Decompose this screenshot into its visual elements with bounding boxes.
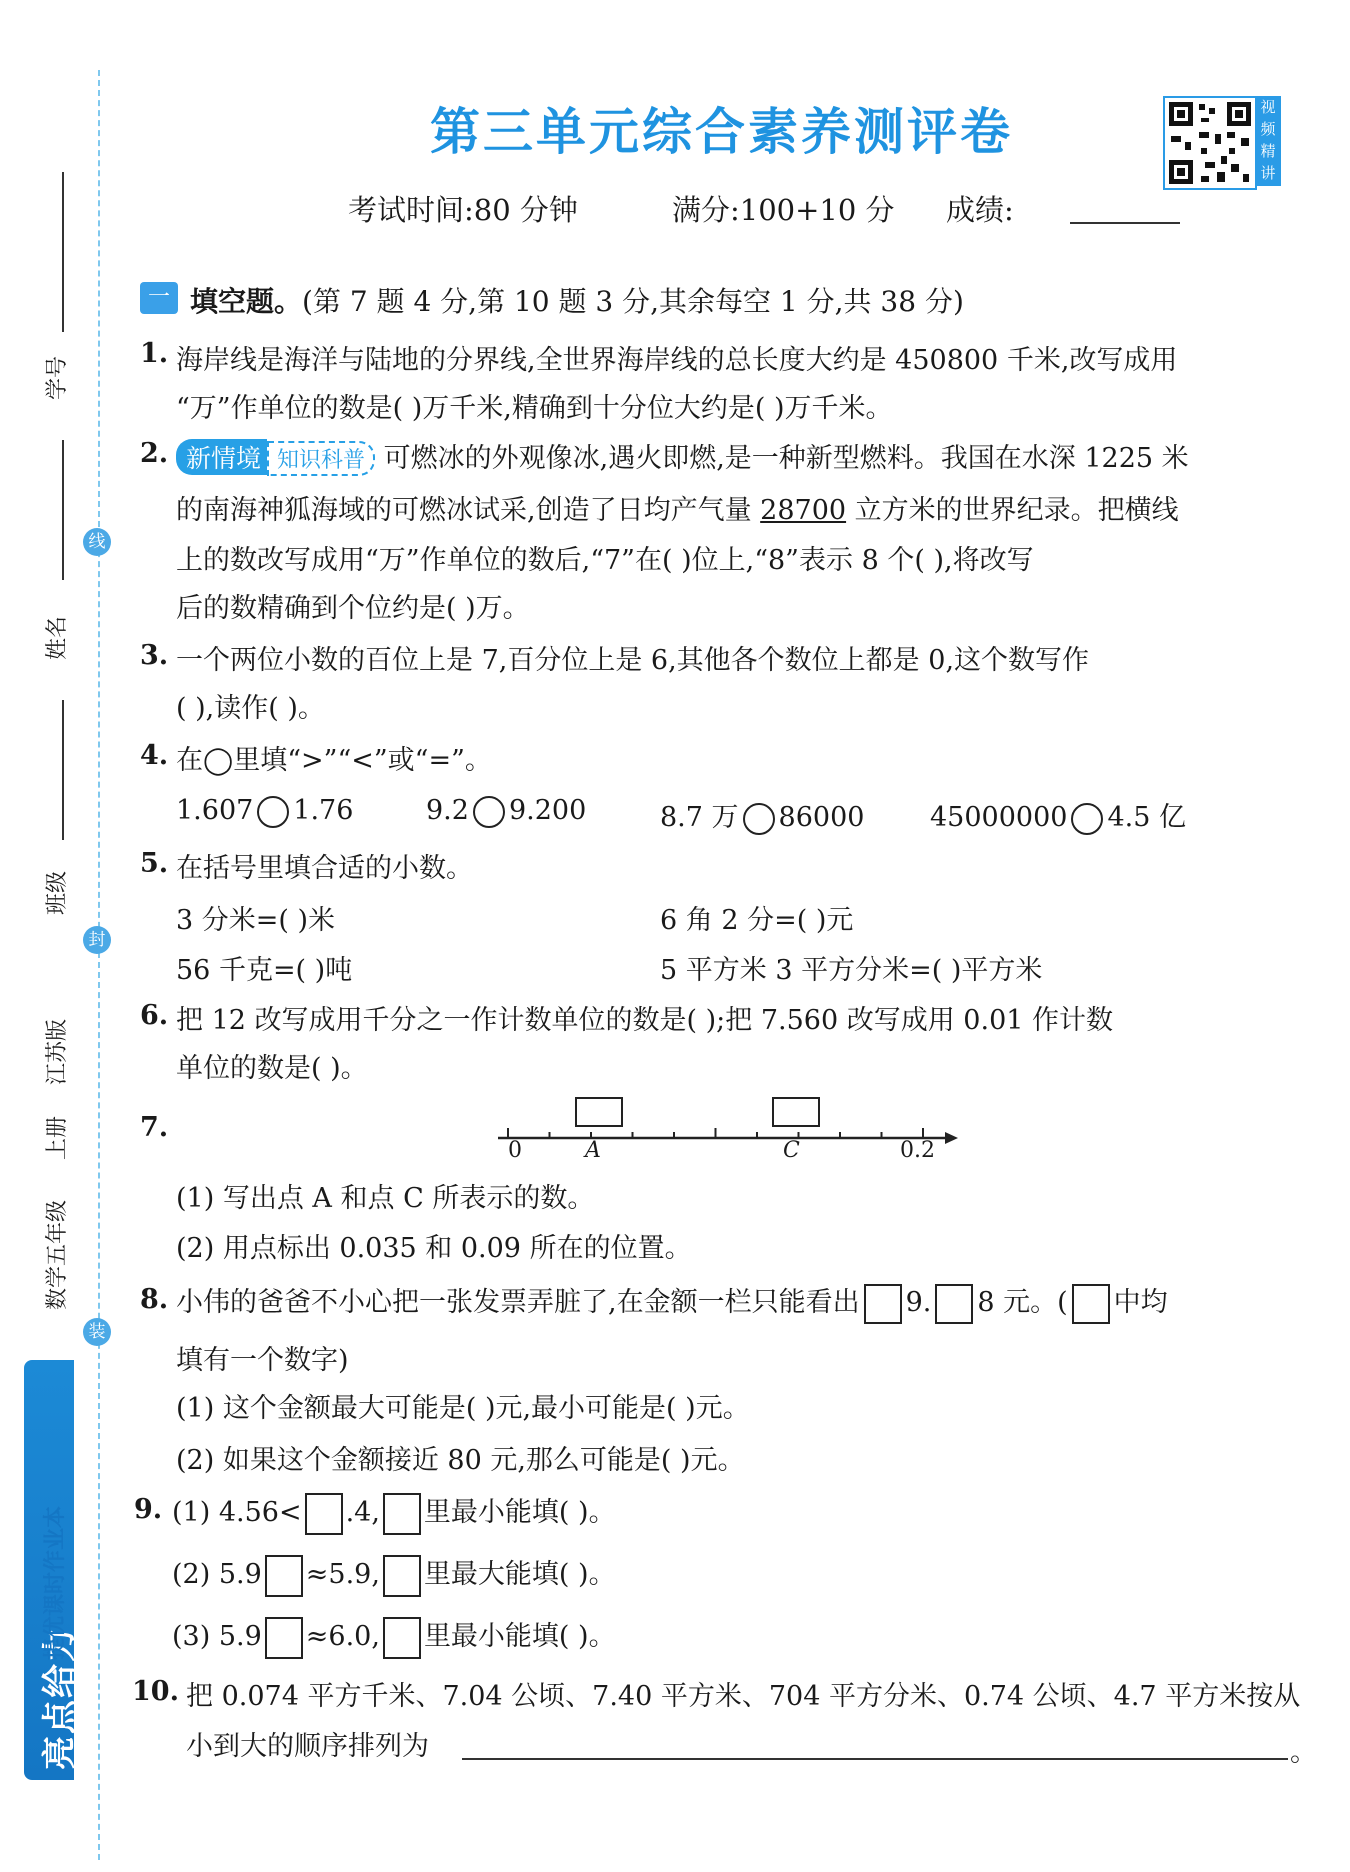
class-line[interactable] [62, 700, 64, 840]
brand-logo: 亮点给力 [40, 1626, 80, 1770]
compare-circle[interactable] [743, 803, 775, 835]
q9-number: 9. [134, 1494, 163, 1525]
q9-2c: 里最大能填( )。 [423, 1559, 616, 1590]
q1-line-1: 海岸线是海洋与陆地的分界线,全世界海岸线的总长度大约是 450800 千米,改写成用 [176, 345, 1178, 376]
binding-mark-install: 装 [83, 1318, 111, 1346]
section-note: (第 7 题 4 分,第 10 题 3 分,其余每空 1 分,共 38 分) [302, 285, 964, 318]
q3-line-1: 一个两位小数的百位上是 7,百分位上是 6,其他各个数位上都是 0,这个数写作 [176, 645, 1090, 676]
q8-line-1d: 中均 [1113, 1287, 1168, 1318]
student-name-line[interactable] [62, 440, 64, 580]
q9-3b: ≈6.0, [305, 1621, 380, 1652]
full-score: 满分:100+10 分 [672, 193, 895, 227]
point-c-answer-box[interactable] [773, 1098, 819, 1126]
grade-label: 数学五年级 [45, 1199, 70, 1310]
number-line [490, 1090, 960, 1170]
volume-label: 上册 [45, 1115, 70, 1160]
q10-line-2: 小到大的顺序排列为 [186, 1731, 429, 1762]
q7-sub-2: (2) 用点标出 0.035 和 0.09 所在的位置。 [176, 1233, 692, 1264]
q8-sub-2: (2) 如果这个金额接近 80 元,那么可能是( )元。 [176, 1445, 745, 1476]
series-label: 提优课时作业本 [43, 1505, 68, 1660]
q9-2b: ≈5.9, [305, 1559, 380, 1590]
q9-sub-3 [172, 1614, 616, 1659]
qr-code[interactable] [1163, 96, 1257, 190]
q9-1a: (1) 4.56< [172, 1497, 302, 1528]
binding-mark-line: 线 [83, 528, 111, 556]
score-field[interactable] [1070, 222, 1180, 224]
compare-circle[interactable] [257, 796, 289, 828]
q2-number: 2. [140, 438, 169, 469]
digit-box[interactable] [305, 1493, 343, 1535]
number-line-arrow [945, 1132, 958, 1144]
qr-code-icon [1165, 98, 1255, 188]
q4-compare-1 [176, 795, 353, 828]
q2-line-2c: 立方米的世界纪录。把横线 [846, 495, 1179, 526]
digit-box-legend [383, 1493, 421, 1535]
q2-line-2 [176, 488, 1179, 527]
q6-line-2: 单位的数是( )。 [176, 1053, 368, 1084]
section-title [190, 280, 964, 320]
digit-box[interactable] [265, 1617, 303, 1659]
q5-b: 6 角 2 分=( )元 [660, 905, 854, 936]
binding-mark-seal: 封 [83, 926, 111, 954]
edition-label: 江苏版 [45, 1018, 70, 1085]
q1-number: 1. [140, 338, 169, 369]
q9-1c: 里最小能填( )。 [423, 1497, 616, 1528]
digit-box-legend [383, 1555, 421, 1597]
point-a-answer-box[interactable] [576, 1098, 622, 1126]
q4-compare-4 [930, 795, 1186, 835]
q4-c3-right: 86000 [778, 802, 865, 833]
score-label: 成绩: [946, 193, 1014, 227]
q4-c1-right: 1.76 [293, 795, 354, 826]
q6-line-1: 把 12 改写成用千分之一作计数单位的数是( );把 7.560 改写成用 0.01 作计数 [176, 1005, 1114, 1036]
class-label: 班级 [45, 870, 70, 915]
digit-box-legend [1072, 1284, 1110, 1324]
q7-sub-1: (1) 写出点 A 和点 C 所表示的数。 [176, 1183, 595, 1214]
q4-c4-right: 4.5 亿 [1107, 802, 1186, 833]
q2-line-2a: 的南海神狐海域的可燃冰试采,创造了日均产气量 [176, 495, 761, 526]
page-title: 第三单元综合素养测评卷 [430, 102, 1013, 161]
q4-compare-2 [426, 795, 586, 828]
q1-line-2: “万”作单位的数是( )万千米,精确到十分位大约是( )万千米。 [176, 393, 893, 424]
q4-c2-left: 9.2 [426, 795, 469, 826]
q2-line-1 [176, 436, 1189, 476]
q4-line-1: 在◯里填“>”“<”或“=”。 [176, 745, 492, 776]
student-id-line[interactable] [62, 172, 64, 332]
q2-underlined-number: 28700 [760, 495, 847, 526]
q4-c3-left: 8.7 万 [660, 802, 739, 833]
new-context-tag: 新情境 [176, 439, 267, 475]
digit-box-legend [383, 1617, 421, 1659]
q9-sub-1 [172, 1490, 616, 1535]
q6-number: 6. [140, 1000, 169, 1031]
q8-line-1c: 8 元。( [977, 1287, 1068, 1318]
exam-time: 考试时间:80 分钟 [348, 193, 578, 227]
student-name-label: 姓名 [45, 615, 70, 660]
compare-circle[interactable] [473, 796, 505, 828]
q5-a: 3 分米=( )米 [176, 905, 336, 936]
q8-line-1a: 小伟的爸爸不小心把一张发票弄脏了,在金额一栏只能看出 [176, 1287, 860, 1318]
q9-1b: .4, [345, 1497, 380, 1528]
q9-sub-2 [172, 1552, 616, 1597]
q4-c1-left: 1.607 [176, 795, 254, 826]
q5-d: 5 平方米 3 平方分米=( )平方米 [660, 955, 1043, 986]
axis-zero-label: 0 [508, 1138, 522, 1163]
q10-end-period: 。 [1290, 1737, 1317, 1768]
digit-box[interactable] [935, 1284, 973, 1324]
q2-line-4: 后的数精确到个位约是( )万。 [176, 593, 530, 624]
q7-number: 7. [140, 1112, 169, 1143]
q5-line-1: 在括号里填合适的小数。 [176, 853, 473, 884]
q2-line-1-text: 可燃冰的外观像冰,遇火即燃,是一种新型燃料。我国在水深 1225 米 [383, 443, 1189, 474]
axis-point-a-label: A [585, 1138, 601, 1163]
q4-number: 4. [140, 740, 169, 771]
compare-circle[interactable] [1071, 803, 1103, 835]
axis-point-c-label: C [783, 1138, 800, 1163]
q10-answer-line[interactable] [462, 1758, 1288, 1760]
digit-box[interactable] [864, 1284, 902, 1324]
q2-line-3: 上的数改写成用“万”作单位的数后,“7”在( )位上,“8”表示 8 个( ),将改写 [176, 545, 1034, 576]
q8-sub-1: (1) 这个金额最大可能是( )元,最小可能是( )元。 [176, 1393, 750, 1424]
science-tag: 知识科普 [267, 441, 375, 476]
section-title-text: 填空题。 [190, 285, 303, 318]
q5-number: 5. [140, 848, 169, 879]
q8-line-1 [176, 1280, 1168, 1324]
q4-c4-left: 45000000 [930, 802, 1068, 833]
q9-2a: (2) 5.9 [172, 1559, 262, 1590]
q8-line-2: 填有一个数字) [176, 1345, 349, 1376]
q5-c: 56 千克=( )吨 [176, 955, 353, 986]
section-number-icon: 一 [140, 282, 178, 314]
q4-c2-right: 9.200 [508, 795, 587, 826]
axis-end-label: 0.2 [900, 1138, 935, 1163]
q10-line-1: 把 0.074 平方千米、7.04 公顷、7.40 平方米、704 平方分米、0.74 公顷、4.7 平方米按从 [186, 1681, 1301, 1712]
q9-3a: (3) 5.9 [172, 1621, 262, 1652]
q8-number: 8. [140, 1284, 169, 1315]
qr-label: 视频精讲 [1255, 96, 1281, 186]
q3-line-2: ( ),读作( )。 [176, 693, 325, 724]
student-id-label: 学号 [45, 355, 70, 400]
q4-compare-3 [660, 795, 864, 835]
q9-3c: 里最小能填( )。 [423, 1621, 616, 1652]
number-line-ticks [508, 1128, 923, 1138]
q8-line-1b: 9. [905, 1287, 932, 1318]
q10-number: 10. [132, 1676, 179, 1707]
digit-box[interactable] [265, 1555, 303, 1597]
q3-number: 3. [140, 640, 169, 671]
binding-dashed-line [98, 70, 100, 1860]
